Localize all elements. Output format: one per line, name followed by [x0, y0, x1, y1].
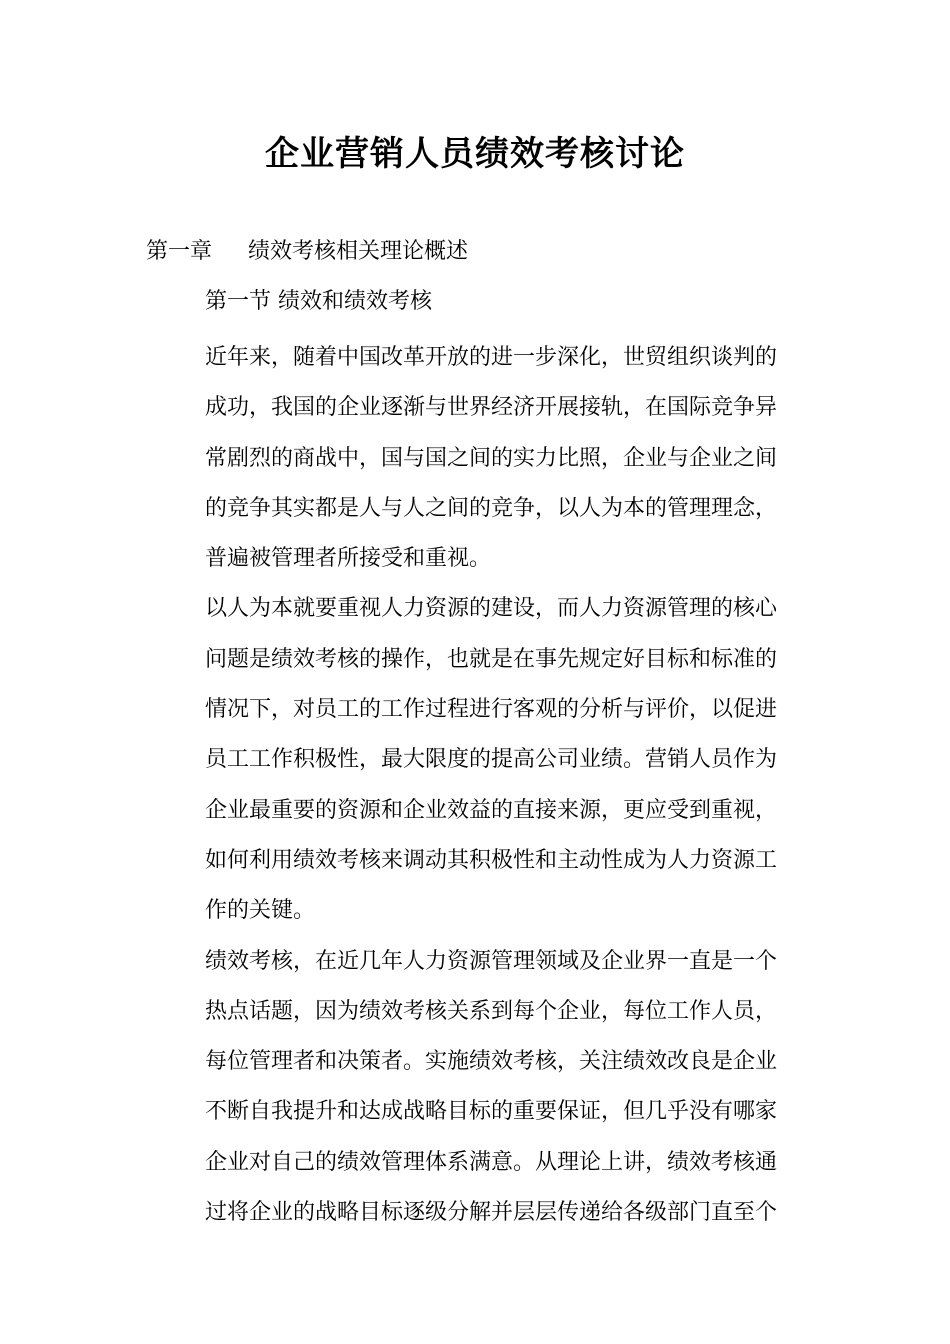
- text-line: 员工工作积极性，最大限度的提高公司业绩。营销人员作为: [205, 747, 778, 773]
- text-line: 情况下，对员工的工作过程进行客观的分析与评价，以促进: [205, 697, 778, 723]
- text-line: 的竞争其实都是人与人之间的竞争，以人为本的管理理念，: [205, 495, 778, 521]
- text-line: 企业最重要的资源和企业效益的直接来源，更应受到重视，: [205, 797, 778, 823]
- text-line: 问题是绩效考核的操作，也就是在事先规定好目标和标准的: [205, 646, 778, 672]
- text-line: 常剧烈的商战中，国与国之间的实力比照，企业与企业之间: [205, 445, 778, 471]
- text-line: 企业对自己的绩效管理体系满意。从理论上讲，绩效考核通: [205, 1149, 778, 1175]
- body-text: [205, 333, 810, 1238]
- text-line: 近年来，随着中国改革开放的进一步深化，世贸组织谈判的: [205, 345, 778, 370]
- text-line: 每位管理者和决策者。实施绩效考核，关注绩效改良是企业: [205, 1049, 778, 1075]
- text-line: 成功，我国的企业逐渐与世界经济开展接轨，在国际竞争异: [205, 395, 778, 421]
- chapter-title: 绩效考核相关理论概述: [248, 239, 469, 264]
- text-line: 过将企业的战略目标逐级分解并层层传递给各级部门直至个: [205, 1200, 778, 1226]
- chapter-heading: [146, 236, 468, 268]
- text-line: 不断自我提升和达成战略目标的重要保证，但几乎没有哪家: [205, 1099, 778, 1125]
- text-line: 作的关键。: [205, 898, 316, 924]
- section-heading: 第一节 绩效和绩效考核: [205, 289, 432, 314]
- text-line: 以人为本就要重视人力资源的建设，而人力资源管理的核心: [205, 596, 778, 622]
- text-line: 绩效考核，在近几年人力资源管理领域及企业界一直是一个: [205, 948, 778, 974]
- text-line: 如何利用绩效考核来调动其积极性和主动性成为人力资源工: [205, 847, 778, 873]
- document-title: 企业营销人员绩效考核讨论: [265, 134, 685, 174]
- chapter-label: 第一章: [146, 239, 213, 264]
- text-line: 普遍被管理者所接受和重视。: [205, 546, 492, 572]
- text-line: 热点话题，因为绩效考核关系到每个企业，每位工作人员，: [205, 998, 778, 1024]
